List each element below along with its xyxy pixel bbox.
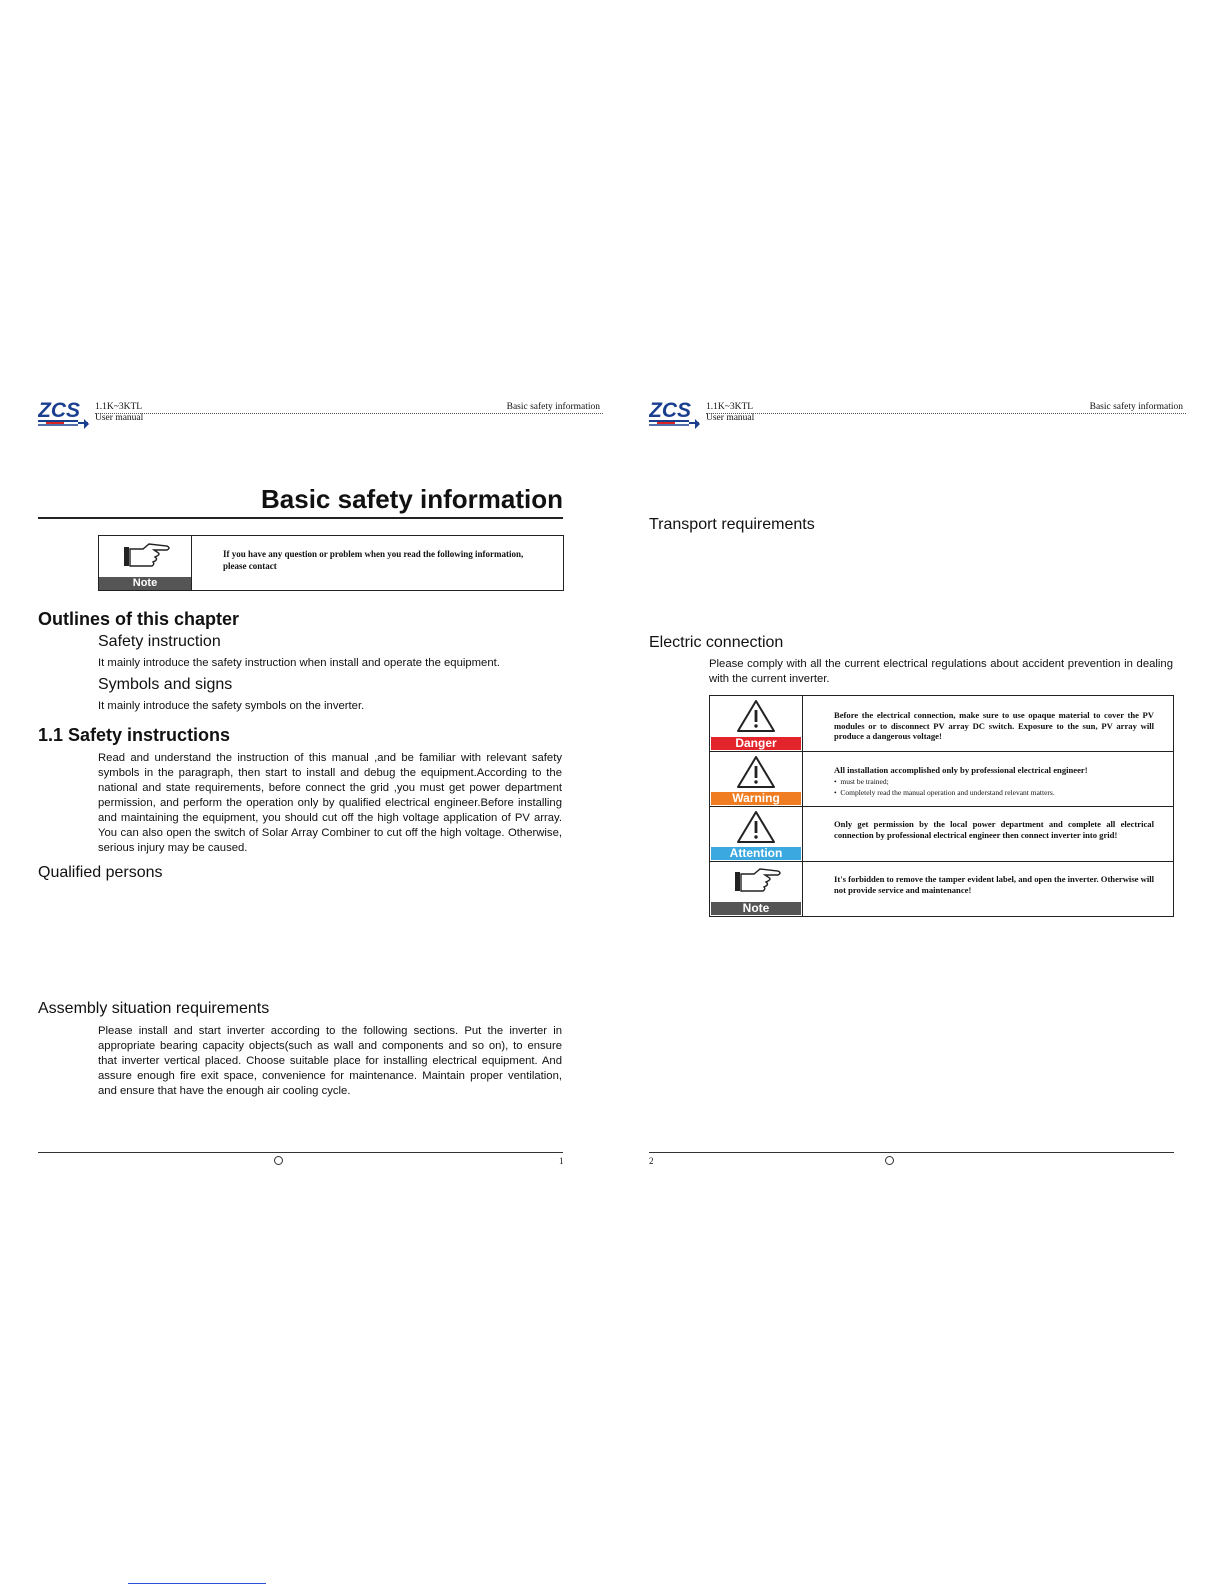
safety-instruction-heading: Safety instruction <box>98 633 221 650</box>
symbols-heading: Symbols and signs <box>98 676 233 693</box>
attention-text: Only get permission by the local power department and complete all electrical connection by professional electrical engineer then connect inverter into grid! <box>834 819 1154 840</box>
header-section: Basic safety information <box>1089 402 1183 412</box>
header-model: 1.1K~3KTL <box>95 402 143 412</box>
warning-row-attention <box>710 807 1173 862</box>
assembly-text: Please install and start inverter according to the following sections. Put the inverter in appropriate bearing capacity objects(such as wall and components and so on), to ensure that inverter vertical placed. Choose suitable place for installing electrical equipment. And assure enough fire exit space, convenience for maintenance. Maintain proper ventilation, and ensure that have the enough air cooling cycle. <box>98 1025 562 1097</box>
circle-icon <box>885 1156 894 1165</box>
header-divider <box>706 413 1186 414</box>
qualified-heading: Qualified persons <box>38 864 163 881</box>
warning-label: Warning <box>711 792 801 805</box>
page-right <box>649 0 1214 1585</box>
note-text: If you have any question or problem when you read the following information, please contact <box>223 549 524 571</box>
header-manual: User manual <box>95 413 144 423</box>
circle-icon <box>274 1156 283 1165</box>
page-number: 1 <box>559 1156 564 1166</box>
attention-label: Attention <box>711 847 801 860</box>
page-header <box>649 399 1214 431</box>
footer-rule <box>38 1152 563 1153</box>
note-icon-cell <box>99 536 192 590</box>
zcs-logo <box>38 399 94 429</box>
header-model: 1.1K~3KTL <box>706 402 754 412</box>
note-box <box>98 535 564 591</box>
page-left <box>38 0 603 1585</box>
page-header <box>38 399 603 431</box>
pointing-hand-icon <box>710 863 802 903</box>
svg-text:ZCS: ZCS <box>649 399 691 422</box>
footer-rule <box>649 1152 1174 1153</box>
svg-text:ZCS: ZCS <box>38 399 80 422</box>
pointing-hand-icon <box>99 538 191 578</box>
header-divider <box>95 413 603 414</box>
warning-text: All installation accomplished only by professional electrical engineer! <box>834 765 1088 775</box>
section-1-1-heading: 1.1 Safety instructions <box>38 725 231 745</box>
safety-instruction-text: It mainly introduce the safety instruction when install and operate the equipment. <box>98 657 500 669</box>
note-label: Note <box>711 902 801 915</box>
warning-bullet-1: must be trained; <box>840 776 889 786</box>
warning-triangle-icon <box>710 753 802 793</box>
warning-table <box>709 695 1174 917</box>
warning-triangle-icon <box>710 697 802 737</box>
chapter-title: Basic safety information <box>261 484 563 514</box>
warning-triangle-icon <box>710 808 802 848</box>
warning-row-warning: Warning All installation accomplished only by professional electrical engineer! • must be trained; • Completely read the manual operation and understand relevant matters. <box>710 752 1173 807</box>
zcs-logo <box>649 399 705 429</box>
section-1-1-text: Read and understand the instruction of this manual ,and be familiar with relevant safety symbols in the paragraph, then start to install and debug the equipment.According to the national and state requirements, before connect the grid ,you must get power department permission, and perform the operation only by qualified electrical engineer.Before installing and maintaining the equipment, you should cut off the high voltage application of PV array. You can also open the switch of Solar Array Combiner to cut off the high voltage. Otherwise, serious injury may be caused. <box>98 752 562 854</box>
outlines-heading: Outlines of this chapter <box>38 609 240 629</box>
electric-text: Please comply with all the current electrical regulations about accident prevention in dealing with the current inverter. <box>709 658 1173 685</box>
transport-heading: Transport requirements <box>649 516 815 533</box>
danger-text: Before the electrical connection, make sure to use opaque material to cover the PV modules or to disconnect PV array DC switch. Exposure to the sun, PV array will produce a dangerous voltage! <box>834 710 1154 741</box>
header-section: Basic safety information <box>506 402 600 412</box>
warning-row-note <box>710 862 1173 916</box>
electric-heading: Electric connection <box>649 634 784 651</box>
note-label: Note <box>99 577 191 590</box>
warning-bullet-2: Completely read the manual operation and understand relevant matters. <box>840 787 1055 797</box>
link-underline[interactable] <box>128 1583 266 1584</box>
chapter-rule <box>38 517 563 519</box>
note-text: It's forbidden to remove the tamper evident label, and open the inverter. Otherwise will not provide service and maintenance! <box>834 874 1154 895</box>
assembly-heading: Assembly situation requirements <box>38 1000 270 1017</box>
warning-row-danger <box>710 696 1173 752</box>
symbols-text: It mainly introduce the safety symbols on the inverter. <box>98 700 365 712</box>
danger-label: Danger <box>711 737 801 750</box>
header-manual: User manual <box>706 413 755 423</box>
page-number: 2 <box>649 1156 654 1166</box>
